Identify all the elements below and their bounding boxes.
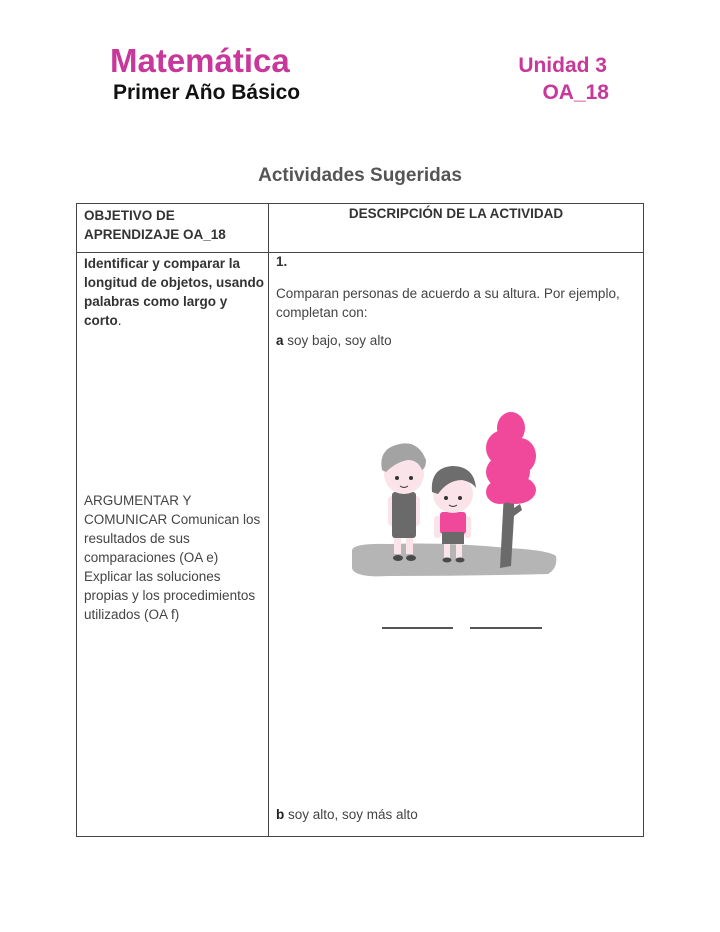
activity-item-b bbox=[276, 807, 418, 822]
skills-text: ARGUMENTAR Y COMUNICAR Comunican los resultados de sus comparaciones (OA e) Explicar las soluciones propias y los procedimientos utilizados (OA f) bbox=[84, 493, 261, 622]
item-letter: b bbox=[276, 807, 285, 822]
activity-description: Comparan personas de acuerdo a su altura. Por ejemplo, completan con: bbox=[276, 286, 620, 320]
activity-number: 1. bbox=[276, 254, 288, 269]
answer-blank-1[interactable] bbox=[382, 627, 453, 629]
header-row-divider bbox=[77, 252, 643, 253]
item-letter: a bbox=[276, 333, 284, 348]
header-objective: OBJETIVO DE APRENDIZAJE OA_18 bbox=[84, 208, 226, 242]
tall-child bbox=[381, 443, 426, 561]
objective-trailing: . bbox=[117, 313, 122, 328]
answer-blank-2[interactable] bbox=[470, 627, 542, 629]
subject-title: Matemática bbox=[110, 42, 290, 79]
grade-subtitle: Primer Año Básico bbox=[113, 81, 301, 104]
item-text: soy alto, soy más alto bbox=[284, 807, 418, 822]
activity-item-a bbox=[276, 333, 392, 348]
objective-code: OA_18 bbox=[542, 81, 609, 104]
column-divider bbox=[268, 204, 269, 836]
children-tree-illustration bbox=[348, 408, 562, 588]
header-description: DESCRIPCIÓN DE LA ACTIVIDAD bbox=[348, 206, 564, 221]
ground-shape bbox=[352, 544, 556, 577]
unit-label: Unidad 3 bbox=[518, 54, 607, 77]
item-text: soy bajo, soy alto bbox=[283, 333, 392, 348]
objective-text bbox=[84, 254, 266, 330]
section-title: Actividades Sugeridas bbox=[258, 165, 462, 186]
tree-crown bbox=[486, 412, 536, 504]
objective-bold: Identificar y comparar la longitud de objetos, usando palabras como largo y corto bbox=[84, 256, 264, 328]
